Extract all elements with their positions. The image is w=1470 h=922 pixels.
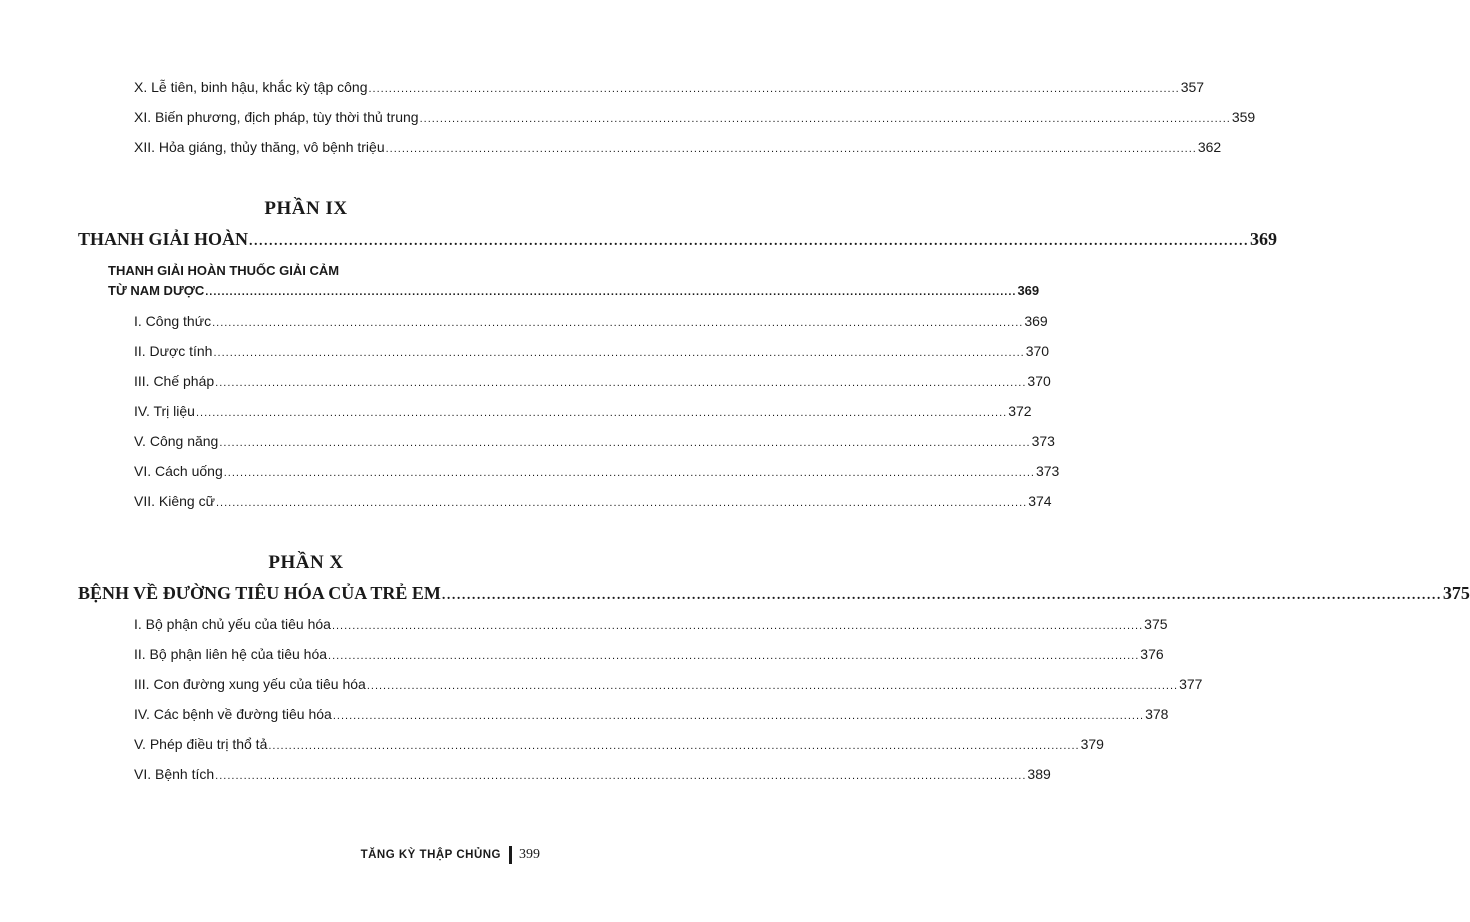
toc-entry-page: 375 [1144, 616, 1168, 632]
leader-dots: ........................................................................................................................................................................................................ [368, 83, 1180, 95]
leader-dots: ........................................................................................................................................................................................................ [268, 740, 1080, 752]
subchapter-entry [108, 283, 1040, 298]
toc-entry-label: I. Công thức [134, 313, 212, 329]
toc-entry-label: VI. Cách uống [134, 463, 223, 479]
toc-entry-label: VI. Bệnh tích [134, 766, 215, 782]
toc-entry-page: 379 [1080, 736, 1104, 752]
leader-dots: ........................................................................................................................................................................................................ [215, 770, 1027, 782]
chapter-label: BỆNH VỀ ĐƯỜNG TIÊU HÓA CỦA TRẺ EM [78, 583, 441, 603]
toc-entry-page: 389 [1027, 766, 1051, 782]
toc-entry [134, 766, 1051, 782]
toc-entry-page: 377 [1179, 676, 1203, 692]
toc-entry [134, 373, 1051, 389]
leader-dots: ........................................................................................................................................................................................................ [219, 437, 1031, 449]
toc-entry-label: IV. Các bệnh về đường tiêu hóa [134, 706, 332, 722]
toc-entry-label: I. Bộ phận chủ yếu của tiêu hóa [134, 616, 331, 632]
book-title: TĂNG KỲ THẬP CHỦNG [360, 849, 501, 861]
chapter-entry [78, 583, 1470, 604]
toc-entry-page: 369 [1024, 313, 1048, 329]
part-heading: PHẦN IX [264, 198, 348, 219]
toc-entry-page: 362 [1197, 139, 1222, 155]
leader-dots: ........................................................................................................................................................................................................ [223, 467, 1035, 479]
toc-entry-page: 357 [1180, 79, 1205, 95]
toc-entry-page: 374 [1028, 493, 1052, 509]
toc-entry-label: III. Chế pháp [134, 373, 215, 389]
toc-entry [134, 433, 1055, 449]
toc-entry-label: XI. Biến phương, địch pháp, tùy thời thủ trung [134, 109, 419, 125]
toc-entry-label: XII. Hỏa giáng, thủy thăng, vô bệnh triệu [134, 139, 385, 155]
leader-dots: ........................................................................................................................................................................................................ [441, 588, 1442, 603]
toc-entry [134, 109, 1256, 125]
toc-entry-page: 373 [1031, 433, 1055, 449]
chapter-label: THANH GIẢI HOÀN [78, 229, 249, 249]
leader-dots: ........................................................................................................................................................................................................ [213, 347, 1025, 359]
toc-entry-label: VII. Kiêng cữ [134, 493, 215, 509]
chapter-entry [78, 229, 1278, 250]
toc-entry [134, 493, 1052, 509]
toc-entry-page: 378 [1145, 706, 1169, 722]
page-number: 399 [519, 847, 540, 862]
leader-dots: ........................................................................................................................................................................................................ [366, 680, 1179, 692]
toc-entry-page: 376 [1140, 646, 1164, 662]
toc-entry-label: X. Lễ tiên, binh hậu, khắc kỳ tập công [134, 79, 368, 95]
chapter-page: 375 [1442, 583, 1470, 603]
toc-entry-label: III. Con đường xung yếu của tiêu hóa [134, 676, 366, 692]
toc-entry [134, 736, 1104, 752]
toc-entry-label: IV. Trị liệu [134, 403, 195, 419]
leader-dots: ........................................................................................................................................................................................................ [331, 620, 1144, 632]
subchapter-page: 369 [1017, 283, 1040, 298]
toc-entry-label: V. Công năng [134, 433, 219, 449]
toc-entry [134, 313, 1048, 329]
leader-dots: ........................................................................................................................................................................................................ [385, 143, 1197, 155]
chapter-page: 369 [1250, 229, 1278, 249]
toc-entry-label: II. Dược tính [134, 343, 213, 359]
toc-entry-label: II. Bộ phận liên hệ của tiêu hóa [134, 646, 328, 662]
toc-entry [134, 403, 1032, 419]
toc-entry [134, 463, 1060, 479]
leader-dots: ........................................................................................................................................................................................................ [332, 710, 1145, 722]
toc-entry-page: 372 [1008, 403, 1032, 419]
toc-entry [134, 79, 1205, 95]
toc-entry [134, 343, 1050, 359]
toc-entry [134, 676, 1203, 692]
toc-entry-page: 370 [1025, 343, 1050, 359]
subchapter-title: THANH GIẢI HOÀN THUỐC GIẢI CẢM [108, 263, 340, 278]
running-footer [361, 846, 540, 864]
leader-dots: ........................................................................................................................................................................................................ [249, 234, 1250, 249]
subchapter-label: TỪ NAM DƯỢC [108, 283, 205, 298]
toc-entry [134, 706, 1169, 722]
leader-dots: ........................................................................................................................................................................................................ [205, 286, 1017, 298]
toc-entry [134, 616, 1168, 632]
leader-dots: ........................................................................................................................................................................................................ [212, 317, 1024, 329]
leader-dots: ........................................................................................................................................................................................................ [195, 407, 1008, 419]
toc-entry [134, 139, 1222, 155]
toc-entry-page: 373 [1035, 463, 1060, 479]
toc-entry [134, 646, 1164, 662]
toc-entry-label: V. Phép điều trị thổ tả [134, 736, 268, 752]
toc-entry-page: 370 [1027, 373, 1051, 389]
leader-dots: ........................................................................................................................................................................................................ [419, 113, 1231, 125]
leader-dots: ........................................................................................................................................................................................................ [215, 377, 1027, 389]
toc-entry-page: 359 [1231, 109, 1256, 125]
footer-separator [509, 846, 512, 864]
part-heading: PHẦN X [268, 552, 344, 573]
leader-dots: ........................................................................................................................................................................................................ [215, 497, 1028, 509]
leader-dots: ........................................................................................................................................................................................................ [328, 650, 1140, 662]
